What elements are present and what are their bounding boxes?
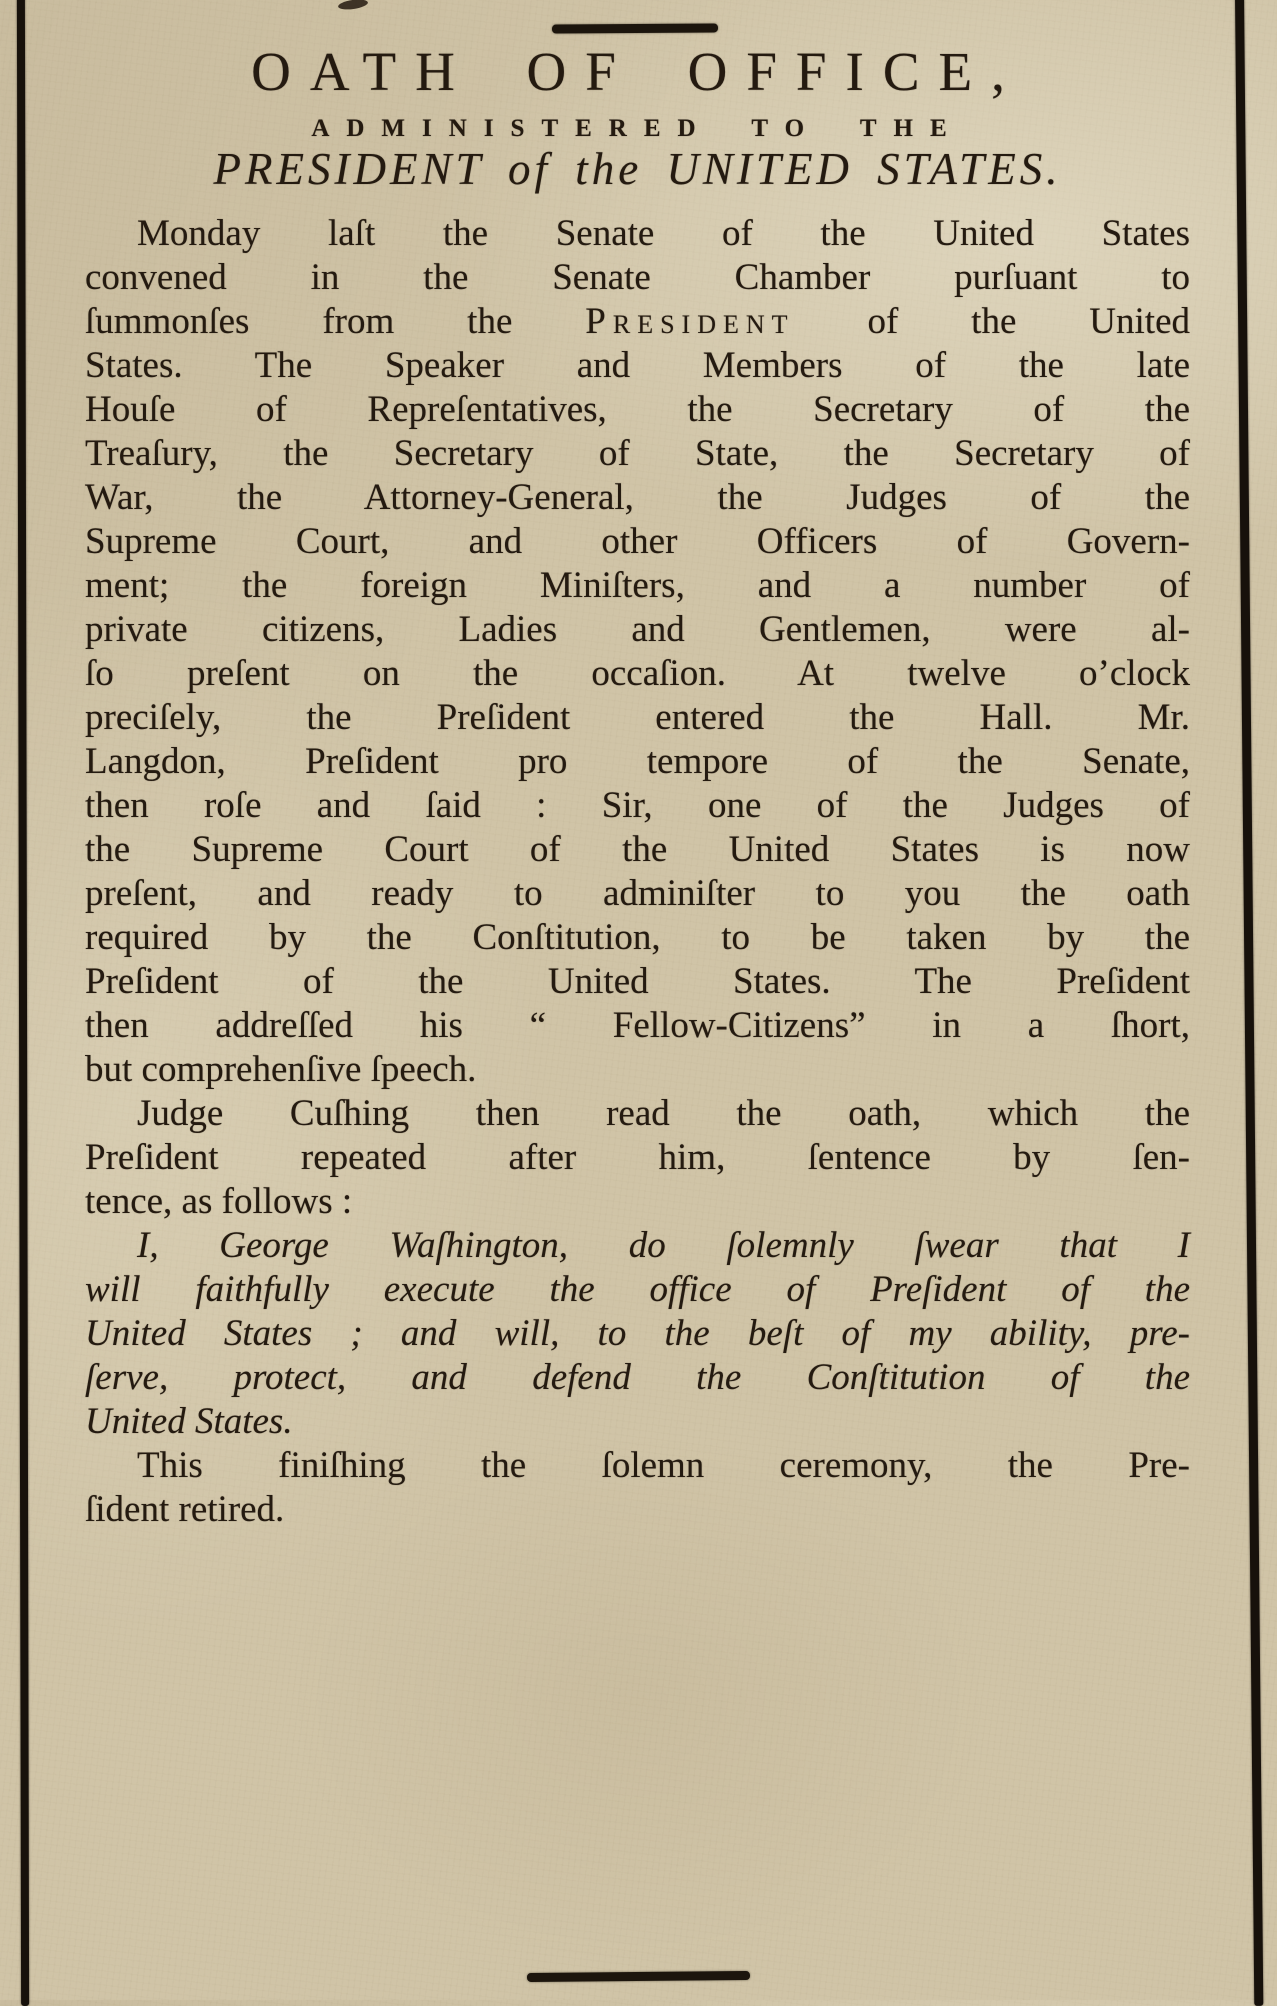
article-title: OATH OF OFFICE, [251,41,1024,102]
text-run: War, the Attorney-General, the Judges of the [85,477,1190,518]
text-line [85,564,1190,608]
column-rule-right [1235,0,1263,2006]
text-line [85,1268,1190,1312]
text-run: tence, as follows : [85,1181,353,1222]
text-line [85,1488,1190,1532]
text-run: United States. [85,1401,293,1442]
text-line [85,872,1190,916]
text-run: Preſident of the United States. The Preſident [85,961,1190,1002]
text-line [85,740,1190,784]
text-line [85,1180,1190,1224]
section-divider-bottom [527,1971,750,1982]
text-run: private citizens, Ladies and Gentlemen, were al- [85,609,1190,650]
text-line [85,1224,1190,1268]
text-run: ſerve, protect, and defend the Conſtitution of the [85,1357,1190,1398]
text-line [85,1312,1190,1356]
text-run: but comprehenſive ſpeech. [85,1049,477,1090]
text-line [85,256,1190,300]
article-heading: PRESIDENT of the UNITED STATES. [213,144,1062,194]
text-run: States. The Speaker and Members of the late [85,345,1190,386]
text-line [85,212,1190,256]
text-line [85,432,1190,476]
text-line [85,1356,1190,1400]
text-run: ſo preſent on the occaſion. At twelve o’clock [85,653,1190,694]
text-line [85,608,1190,652]
text-run: Houſe of Repreſentatives, the Secretary of the [85,389,1190,430]
text-line [85,696,1190,740]
text-run: ment; the foreign Miniſters, and a number of [85,565,1190,606]
ink-smudge [338,0,369,11]
text-run: ſident retired. [85,1489,285,1530]
text-run: will faithfully execute the office of Preſident of the [85,1269,1190,1310]
text-line [85,520,1190,564]
text-run: Judge Cuſhing then read the oath, which the [137,1093,1190,1134]
text-line [85,388,1190,432]
text-line [85,784,1190,828]
text-run: This finiſhing the ſolemn ceremony, the Pre- [137,1445,1190,1486]
text-line [85,1092,1190,1136]
text-run: convened in the Senate Chamber purſuant to [85,257,1190,298]
text-run: Monday laſt the Senate of the United States [137,213,1190,254]
text-run: preciſely, the Preſident entered the Hall. Mr. [85,697,1190,738]
text-line [85,1004,1190,1048]
body-text [85,212,1190,1532]
text-run: ſummonſes from the [85,301,586,342]
text-line [85,828,1190,872]
small-caps-word: President [585,301,795,342]
text-run: Langdon, Preſident pro tempore of the Senate, [85,741,1190,782]
text-line [85,1048,1190,1092]
text-line [85,1136,1190,1180]
text-run: I, George Waſhington, do ſolemnly ſwear that I [137,1225,1190,1266]
text-run: Supreme Court, and other Officers of Govern- [85,521,1190,562]
text-run: then roſe and ſaid : Sir, one of the Judges of [85,785,1190,826]
text-line [85,476,1190,520]
text-run: of the United [794,301,1190,342]
text-line [85,300,1190,344]
column-rule-left [17,0,29,2006]
article-subtitle: ADMINISTERED TO THE [311,115,964,142]
text-run: required by the Conſtitution, to be taken by the [85,917,1190,958]
text-line [85,916,1190,960]
text-line [85,344,1190,388]
text-line [85,1400,1190,1444]
text-run: Treaſury, the Secretary of State, the Secretary of [85,433,1190,474]
text-run: United States ; and will, to the beſt of my ability, pre- [85,1313,1190,1354]
text-line [85,1444,1190,1488]
text-run: preſent, and ready to adminiſter to you the oath [85,873,1190,914]
text-run: then addreſſed his “ Fellow-Citizens” in a ſhort, [85,1005,1190,1046]
text-run: the Supreme Court of the United States is now [85,829,1190,870]
section-divider-top [552,23,718,33]
text-line [85,652,1190,696]
text-line [85,960,1190,1004]
text-run: Preſident repeated after him, ſentence by ſen- [85,1137,1190,1178]
